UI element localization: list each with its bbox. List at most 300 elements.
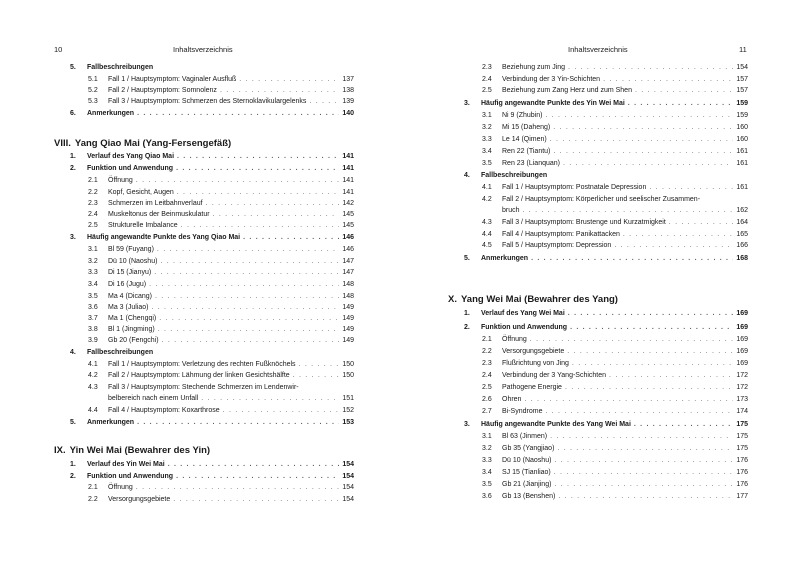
toc-entry-number: 2. bbox=[70, 473, 76, 480]
toc-page-number: 169 bbox=[736, 348, 748, 355]
toc-page-number: 154 bbox=[736, 64, 748, 71]
dot-leader bbox=[572, 359, 733, 368]
toc-entry bbox=[70, 164, 354, 173]
toc-page-number: 165 bbox=[736, 231, 748, 238]
toc-entry-title: Fall 3 / Hauptsymptom: Brustenge und Kurzatmigkeit bbox=[502, 219, 666, 226]
toc-entry-title: Dü 10 (Naoshu) bbox=[502, 457, 552, 464]
toc-entry-title: Öffnung bbox=[108, 177, 133, 184]
dot-leader bbox=[530, 335, 734, 344]
toc-entry bbox=[464, 171, 748, 180]
toc-entry-number: 3.2 bbox=[88, 258, 98, 265]
dot-leader bbox=[206, 199, 340, 208]
toc-entry-number: 3.7 bbox=[88, 315, 98, 322]
toc-entry-title: Bi-Syndrome bbox=[502, 408, 543, 415]
dot-leader bbox=[136, 176, 340, 185]
dot-leader bbox=[157, 245, 339, 254]
toc-entry-number: 2.5 bbox=[482, 384, 492, 391]
toc-page-number: 172 bbox=[736, 384, 748, 391]
toc-entry-title: Versorgungsgebiete bbox=[502, 348, 565, 355]
toc-entry-number: 3.4 bbox=[482, 469, 492, 476]
toc-entry-title: Gb 20 (Fengchi) bbox=[108, 337, 159, 344]
toc-page-number: 142 bbox=[342, 200, 354, 207]
dot-leader bbox=[176, 164, 339, 173]
toc-entry bbox=[482, 468, 748, 477]
toc-entry-title: Yang Qiao Mai (Yang-Fersengefäß) bbox=[74, 138, 232, 149]
toc-chapter-heading bbox=[448, 294, 748, 306]
toc-entry bbox=[88, 75, 354, 84]
dot-leader bbox=[565, 383, 733, 392]
toc-entry-number: 5. bbox=[464, 255, 470, 262]
toc-entry bbox=[482, 456, 748, 465]
toc-entry bbox=[482, 335, 748, 344]
toc-entry bbox=[88, 245, 354, 254]
toc-page-number: 160 bbox=[736, 124, 748, 131]
toc-entry-number: 1. bbox=[70, 153, 76, 160]
toc-entry bbox=[70, 233, 354, 242]
dot-leader bbox=[568, 63, 733, 72]
toc-entry-title: Fall 3 / Hauptsymptom: Schmerzen des Sternoklavikulargelenks bbox=[108, 98, 307, 105]
toc-entry bbox=[482, 135, 748, 144]
toc-entry-title: Häufig angewandte Punkte des Yang Wei Mai bbox=[481, 421, 631, 428]
toc-entry-title: Häufig angewandte Punkte des Yin Wei Mai bbox=[481, 100, 625, 107]
dot-leader bbox=[545, 407, 733, 416]
toc-entry-number: 2.6 bbox=[482, 396, 492, 403]
toc-entry-number: 3.3 bbox=[482, 136, 492, 143]
right-page bbox=[400, 0, 800, 571]
dot-leader bbox=[158, 325, 340, 334]
toc-entry-number: 3. bbox=[70, 234, 76, 241]
toc-entry bbox=[482, 86, 748, 95]
toc-entry bbox=[88, 188, 354, 197]
dot-leader bbox=[159, 314, 339, 323]
toc-chapter-heading bbox=[54, 445, 354, 457]
dot-leader bbox=[553, 123, 733, 132]
dot-leader bbox=[201, 394, 339, 403]
toc-entry bbox=[88, 406, 354, 415]
toc-page-number: 150 bbox=[342, 361, 354, 368]
toc-entry-number: 3.5 bbox=[482, 160, 492, 167]
dot-leader bbox=[155, 292, 339, 301]
toc-entry-number: VIII. bbox=[54, 138, 71, 149]
toc-page-number: 147 bbox=[342, 258, 354, 265]
toc-entry-title: Fall 4 / Hauptsymptom: Panikattacken bbox=[502, 231, 620, 238]
toc-entry-title: Ma 1 (Chengqi) bbox=[108, 315, 157, 322]
toc-entry-title: Gb 21 (Jianjing) bbox=[502, 481, 552, 488]
toc-page-number: 176 bbox=[736, 469, 748, 476]
toc-entry bbox=[88, 86, 354, 95]
dot-leader bbox=[550, 135, 734, 144]
toc-page-number: 145 bbox=[342, 211, 354, 218]
dot-leader bbox=[136, 483, 340, 492]
toc-entry bbox=[70, 63, 354, 72]
toc-entry bbox=[88, 383, 354, 392]
toc-page-number: 140 bbox=[342, 110, 354, 117]
toc-entry-title: Anmerkungen bbox=[87, 110, 135, 117]
toc-entry-title: Schmerzen im Leitbahnverlauf bbox=[108, 200, 203, 207]
toc-entry bbox=[482, 195, 748, 204]
toc-entry-number: 5. bbox=[70, 419, 76, 426]
dot-leader bbox=[160, 257, 339, 266]
toc-entry-title: Ohren bbox=[502, 396, 522, 403]
toc-entry-number: 5. bbox=[70, 64, 76, 71]
toc-entry bbox=[482, 241, 748, 250]
toc-page-number: 164 bbox=[736, 219, 748, 226]
toc-page-number: 149 bbox=[342, 315, 354, 322]
toc-entry-number: 2.1 bbox=[88, 177, 98, 184]
left-page-number: 10 bbox=[54, 45, 63, 54]
dot-leader bbox=[545, 111, 733, 120]
toc-page-number: 149 bbox=[342, 304, 354, 311]
toc-page-number: 176 bbox=[736, 481, 748, 488]
toc-entry bbox=[88, 303, 354, 312]
toc-entry bbox=[70, 109, 354, 118]
toc-entry bbox=[482, 480, 748, 489]
dot-leader bbox=[603, 75, 733, 84]
dot-leader bbox=[299, 360, 340, 369]
toc-entry-title: bruch bbox=[502, 207, 520, 214]
toc-entry bbox=[482, 147, 748, 156]
toc-page-number: 175 bbox=[736, 421, 748, 428]
dot-leader bbox=[628, 99, 734, 108]
dot-leader bbox=[213, 210, 340, 219]
toc-entry-number: 5.1 bbox=[88, 76, 98, 83]
toc-page-number: 169 bbox=[736, 360, 748, 367]
toc-entry-number: 3. bbox=[464, 421, 470, 428]
toc-page-number: 175 bbox=[736, 445, 748, 452]
toc-entry bbox=[482, 111, 748, 120]
toc-entry-title: Ren 23 (Lianquan) bbox=[502, 160, 560, 167]
toc-entry-title: Häufig angewandte Punkte des Yang Qiao Mai bbox=[87, 234, 241, 241]
toc-entry-title: Di 16 (Jugu) bbox=[108, 281, 147, 288]
toc-entry-title: Funktion und Anwendung bbox=[87, 165, 174, 172]
toc-entry-title: Funktion und Anwendung bbox=[87, 473, 174, 480]
toc-entry bbox=[482, 230, 748, 239]
toc-entry bbox=[70, 348, 354, 357]
toc-page-number: 157 bbox=[736, 87, 748, 94]
toc-page-number: 148 bbox=[342, 293, 354, 300]
toc-entry-title: Strukturelle Imbalance bbox=[108, 222, 178, 229]
toc-entry-number: 5.2 bbox=[88, 87, 98, 94]
toc-entry bbox=[70, 460, 354, 469]
toc-page-number: 154 bbox=[342, 496, 354, 503]
toc-entry-number: 3.8 bbox=[88, 326, 98, 333]
toc-entry-title: Fall 2 / Hauptsymptom: Körperlicher und seelischer Zusammen- bbox=[502, 196, 701, 203]
right-running-title: Inhaltsverzeichnis bbox=[568, 45, 628, 54]
toc-entry-number: 2.2 bbox=[88, 496, 98, 503]
toc-entry-title: Beziehung zum Jing bbox=[502, 64, 566, 71]
toc-entry-number: X. bbox=[448, 294, 457, 305]
toc-entry-number: 2.5 bbox=[88, 222, 98, 229]
toc-entry bbox=[482, 63, 748, 72]
toc-page-number: 159 bbox=[736, 112, 748, 119]
toc-entry bbox=[88, 483, 354, 492]
dot-leader bbox=[154, 268, 339, 277]
dot-leader bbox=[137, 109, 339, 118]
toc-entry-title: Fall 4 / Hauptsymptom: Koxarthrose bbox=[108, 407, 220, 414]
toc-entry-number: 3.1 bbox=[88, 246, 98, 253]
toc-entry bbox=[482, 123, 748, 132]
toc-entry-number: 4.1 bbox=[88, 361, 98, 368]
toc-entry bbox=[482, 183, 748, 192]
toc-entry-number: 2.5 bbox=[482, 87, 492, 94]
toc-page-number: 151 bbox=[342, 395, 354, 402]
dot-leader bbox=[177, 188, 340, 197]
toc-entry-number: 6. bbox=[70, 110, 76, 117]
toc-entry-title: Ni 9 (Zhubin) bbox=[502, 112, 543, 119]
toc-entry bbox=[482, 395, 748, 404]
toc-page-number: 146 bbox=[342, 246, 354, 253]
toc-entry-number: 3.9 bbox=[88, 337, 98, 344]
toc-entry-title: Fall 3 / Hauptsymptom: Stechende Schmerzen im Lendenwir- bbox=[108, 384, 299, 391]
toc-page-number: 154 bbox=[342, 484, 354, 491]
toc-page-number: 146 bbox=[342, 234, 354, 241]
toc-entry-number: 4.5 bbox=[482, 242, 492, 249]
toc-entry-number: 4.2 bbox=[88, 372, 98, 379]
toc-entry bbox=[464, 254, 748, 263]
toc-entry-number: 4.3 bbox=[88, 384, 98, 391]
toc-entry bbox=[108, 394, 354, 403]
left-running-title: Inhaltsverzeichnis bbox=[173, 45, 233, 54]
toc-entry-number: 4.4 bbox=[88, 407, 98, 414]
toc-entry-title: Fall 1 / Hauptsymptom: Postnatale Depression bbox=[502, 184, 647, 191]
toc-entry-number: 2.1 bbox=[88, 484, 98, 491]
toc-entry bbox=[482, 218, 748, 227]
toc-entry-number: 2.4 bbox=[482, 76, 492, 83]
toc-entry bbox=[482, 383, 748, 392]
toc-page-number: 141 bbox=[342, 153, 354, 160]
toc-entry bbox=[482, 159, 748, 168]
dot-leader bbox=[223, 406, 340, 415]
dot-leader bbox=[554, 456, 733, 465]
toc-entry-number: 3.5 bbox=[88, 293, 98, 300]
toc-entry-number: 2. bbox=[70, 165, 76, 172]
toc-chapter-heading bbox=[54, 138, 354, 150]
toc-entry bbox=[502, 206, 748, 215]
toc-entry-number: 3.2 bbox=[482, 124, 492, 131]
toc-entry-number: 3.6 bbox=[88, 304, 98, 311]
dot-leader bbox=[162, 336, 340, 345]
dot-leader bbox=[669, 218, 734, 227]
toc-entry bbox=[88, 257, 354, 266]
dot-leader bbox=[524, 395, 733, 404]
toc-entry bbox=[70, 418, 354, 427]
toc-entry-title: Verbindung der 3 Yin-Schichten bbox=[502, 76, 601, 83]
toc-entry-title: Verlauf des Yang Qiao Mai bbox=[87, 153, 175, 160]
toc-page-number: 173 bbox=[736, 396, 748, 403]
dot-leader bbox=[557, 444, 733, 453]
toc-entry bbox=[482, 432, 748, 441]
toc-entry-title: belbereich nach einem Unfall bbox=[108, 395, 199, 402]
toc-entry bbox=[482, 371, 748, 380]
toc-entry-title: Fallbeschreibungen bbox=[87, 64, 154, 71]
dot-leader bbox=[649, 183, 733, 192]
dot-leader bbox=[550, 432, 733, 441]
toc-entry-number: 2.3 bbox=[482, 64, 492, 71]
toc-entry-title: Fall 5 / Hauptsymptom: Depression bbox=[502, 242, 612, 249]
toc-entry-title: Ma 3 (Juliao) bbox=[108, 304, 149, 311]
toc-page-number: 138 bbox=[342, 87, 354, 94]
toc-page-number: 149 bbox=[342, 326, 354, 333]
toc-entry-title: Yin Wei Mai (Bewahrer des Yin) bbox=[69, 445, 211, 456]
toc-entry bbox=[88, 221, 354, 230]
toc-page-number: 162 bbox=[736, 207, 748, 214]
toc-entry-title: Mi 15 (Daheng) bbox=[502, 124, 551, 131]
toc-page-number: 169 bbox=[736, 324, 748, 331]
toc-entry-title: Verlauf des Yin Wei Mai bbox=[87, 461, 165, 468]
dot-leader bbox=[567, 347, 733, 356]
toc-page-number: 159 bbox=[736, 100, 748, 107]
toc-entry-number: 3.4 bbox=[482, 148, 492, 155]
toc-page-number: 148 bbox=[342, 281, 354, 288]
toc-page-number: 137 bbox=[342, 76, 354, 83]
toc-entry bbox=[88, 371, 354, 380]
dot-leader bbox=[554, 480, 733, 489]
toc-entry bbox=[88, 325, 354, 334]
toc-entry-number: 4.3 bbox=[482, 219, 492, 226]
toc-entry-number: 3.2 bbox=[482, 445, 492, 452]
toc-entry bbox=[482, 75, 748, 84]
toc-entry-number: 2.1 bbox=[482, 336, 492, 343]
toc-entry-number: 2.4 bbox=[482, 372, 492, 379]
dot-leader bbox=[523, 206, 734, 215]
toc-entry bbox=[464, 309, 748, 318]
toc-entry-number: 3.1 bbox=[482, 433, 492, 440]
toc-page-number: 168 bbox=[736, 255, 748, 262]
toc-entry-number: 1. bbox=[464, 310, 470, 317]
toc-entry bbox=[88, 280, 354, 289]
toc-entry-title: Pathogene Energie bbox=[502, 384, 562, 391]
dot-leader bbox=[570, 323, 733, 332]
toc-entry-title: Kopf, Gesicht, Augen bbox=[108, 189, 174, 196]
toc-page-number: 176 bbox=[736, 457, 748, 464]
toc-entry bbox=[88, 97, 354, 106]
toc-page-number: 161 bbox=[736, 160, 748, 167]
toc-entry-title: Ma 4 (Dicang) bbox=[108, 293, 152, 300]
toc-entry bbox=[88, 176, 354, 185]
toc-entry-number: 3.4 bbox=[88, 281, 98, 288]
toc-page-number: 172 bbox=[736, 372, 748, 379]
toc-page-number: 139 bbox=[342, 98, 354, 105]
toc-entry-number: 3.1 bbox=[482, 112, 492, 119]
toc-entry-title: Bl 63 (Jinmen) bbox=[502, 433, 548, 440]
toc-entry-number: 2.2 bbox=[88, 189, 98, 196]
toc-entry bbox=[482, 347, 748, 356]
toc-entry-title: Verlauf des Yang Wei Mai bbox=[481, 310, 565, 317]
toc-entry-title: Gb 35 (Yangjiao) bbox=[502, 445, 555, 452]
toc-page-number: 153 bbox=[342, 419, 354, 426]
toc-page-number: 141 bbox=[342, 177, 354, 184]
toc-entry bbox=[482, 359, 748, 368]
toc-entry bbox=[88, 314, 354, 323]
toc-entry-number: 4. bbox=[464, 172, 470, 179]
toc-entry-number: 2.4 bbox=[88, 211, 98, 218]
toc-entry-title: Versorgungsgebiete bbox=[108, 496, 171, 503]
dot-leader bbox=[149, 280, 339, 289]
toc-entry-title: Dü 10 (Naoshu) bbox=[108, 258, 158, 265]
toc-entry bbox=[88, 210, 354, 219]
toc-entry-title: SJ 15 (Tianliao) bbox=[502, 469, 551, 476]
toc-entry-title: Anmerkungen bbox=[87, 419, 135, 426]
toc-page-number: 154 bbox=[342, 473, 354, 480]
toc-entry-title: Gb 13 (Benshen) bbox=[502, 493, 556, 500]
toc-entry bbox=[88, 360, 354, 369]
toc-entry bbox=[464, 420, 748, 429]
toc-page-number: 160 bbox=[736, 136, 748, 143]
toc-page-number: 154 bbox=[342, 461, 354, 468]
toc-page-number: 149 bbox=[342, 337, 354, 344]
dot-leader bbox=[176, 472, 339, 481]
toc-page-number: 150 bbox=[342, 372, 354, 379]
toc-entry bbox=[70, 472, 354, 481]
toc-entry-title: Fall 2 / Hauptsymptom: Lähmung der linken Gesichtshälfte bbox=[108, 372, 290, 379]
toc-entry bbox=[464, 99, 748, 108]
toc-page-number: 161 bbox=[736, 184, 748, 191]
dot-leader bbox=[168, 460, 340, 469]
toc-entry-title: Verbindung der 3 Yang-Schichten bbox=[502, 372, 607, 379]
dot-leader bbox=[563, 159, 733, 168]
toc-entry-number: 5.3 bbox=[88, 98, 98, 105]
toc-entry-title: Le 14 (Qimen) bbox=[502, 136, 547, 143]
toc-entry-title: Fall 2 / Hauptsymptom: Somnolenz bbox=[108, 87, 217, 94]
toc-entry-title: Flußrichtung von Jing bbox=[502, 360, 569, 367]
toc-entry-title: Anmerkungen bbox=[481, 255, 529, 262]
toc-page-number: 145 bbox=[342, 222, 354, 229]
toc-entry-number: 2.3 bbox=[88, 200, 98, 207]
dot-leader bbox=[635, 86, 733, 95]
toc-entry-title: Ren 22 (Tiantu) bbox=[502, 148, 551, 155]
toc-entry-number: 3.3 bbox=[482, 457, 492, 464]
toc-entry bbox=[88, 336, 354, 345]
toc-page-number: 175 bbox=[736, 433, 748, 440]
toc-page-number: 166 bbox=[736, 242, 748, 249]
toc-entry-number: 4.1 bbox=[482, 184, 492, 191]
dot-leader bbox=[614, 241, 733, 250]
toc-entry bbox=[70, 152, 354, 161]
toc-entry-number: 3.6 bbox=[482, 493, 492, 500]
toc-page-number: 174 bbox=[736, 408, 748, 415]
toc-page-number: 161 bbox=[736, 148, 748, 155]
dot-leader bbox=[293, 371, 340, 380]
dot-leader bbox=[220, 86, 339, 95]
toc-entry bbox=[464, 323, 748, 332]
toc-entry-title: Beziehung zum Zang Herz und zum Shen bbox=[502, 87, 632, 94]
toc-page-number: 141 bbox=[342, 165, 354, 172]
toc-entry-number: 4.2 bbox=[482, 196, 492, 203]
toc-page-number: 141 bbox=[342, 189, 354, 196]
dot-leader bbox=[623, 230, 733, 239]
dot-leader bbox=[181, 221, 340, 230]
dot-leader bbox=[151, 303, 339, 312]
toc-entry-number: 4.4 bbox=[482, 231, 492, 238]
dot-leader bbox=[173, 495, 339, 504]
toc-entry-number: 3.5 bbox=[482, 481, 492, 488]
dot-leader bbox=[177, 152, 339, 161]
toc-entry-number: 1. bbox=[70, 461, 76, 468]
dot-leader bbox=[558, 492, 733, 501]
toc-entry bbox=[482, 444, 748, 453]
toc-entry-title: Fall 1 / Hauptsymptom: Vaginaler Ausfluß bbox=[108, 76, 237, 83]
toc-entry-number: 4. bbox=[70, 349, 76, 356]
toc-entry-title: Di 15 (Jianyu) bbox=[108, 269, 152, 276]
toc-entry-title: Fall 1 / Hauptsymptom: Verletzung des rechten Fußknöchels bbox=[108, 361, 296, 368]
toc-entry-number: IX. bbox=[54, 445, 66, 456]
dot-leader bbox=[554, 468, 734, 477]
toc-entry-title: Bl 59 (Fuyang) bbox=[108, 246, 154, 253]
toc-page-number: 147 bbox=[342, 269, 354, 276]
toc-entry-title: Yang Wei Mai (Bewahrer des Yang) bbox=[460, 294, 618, 305]
dot-leader bbox=[609, 371, 733, 380]
toc-entry-title: Fallbeschreibungen bbox=[481, 172, 548, 179]
